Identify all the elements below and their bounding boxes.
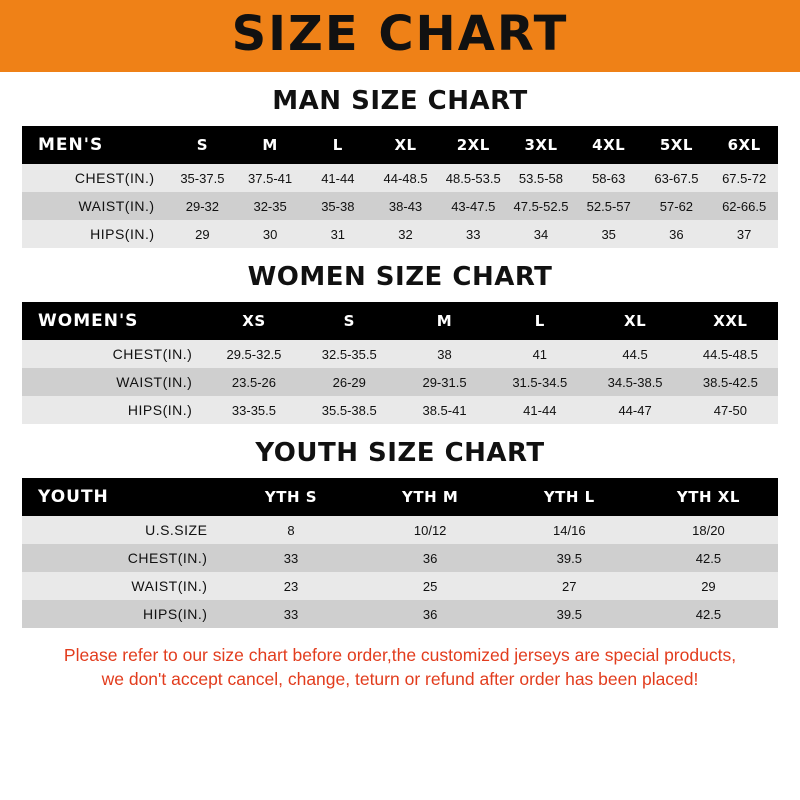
table-header-row xyxy=(22,302,778,340)
youth-row-label-hips: HIPS(IN.) xyxy=(22,600,221,628)
men-hips-s: 29 xyxy=(169,220,237,248)
youth-hips-m: 36 xyxy=(361,600,500,628)
men-chest-6xl: 67.5-72 xyxy=(710,164,778,192)
women-col-l: L xyxy=(492,302,587,340)
youth-section-title: YOUTH SIZE CHART xyxy=(255,438,545,468)
men-col-6xl: 6XL xyxy=(710,126,778,164)
table-row xyxy=(22,192,778,220)
men-hips-l: 31 xyxy=(304,220,372,248)
youth-size-table xyxy=(22,478,778,628)
men-hips-3xl: 34 xyxy=(507,220,575,248)
women-col-s: S xyxy=(302,302,397,340)
men-chest-2xl: 48.5-53.5 xyxy=(439,164,507,192)
women-chest-xxl: 44.5-48.5 xyxy=(683,340,778,368)
table-row xyxy=(22,396,778,424)
men-waist-2xl: 43-47.5 xyxy=(439,192,507,220)
youth-row-label-chest: CHEST(IN.) xyxy=(22,544,221,572)
women-size-section xyxy=(22,262,778,424)
men-section-title: MAN SIZE CHART xyxy=(272,86,528,116)
women-col-xs: XS xyxy=(206,302,301,340)
men-hips-6xl: 37 xyxy=(710,220,778,248)
women-waist-s: 26-29 xyxy=(302,368,397,396)
women-waist-xxl: 38.5-42.5 xyxy=(683,368,778,396)
men-size-table xyxy=(22,126,778,248)
youth-hips-s: 33 xyxy=(221,600,360,628)
header-band xyxy=(0,0,800,72)
women-row-label-waist: WAIST(IN.) xyxy=(22,368,206,396)
men-waist-l: 35-38 xyxy=(304,192,372,220)
youth-row-label-ussize: U.S.SIZE xyxy=(22,516,221,544)
chart-content xyxy=(0,86,800,691)
women-col-m: M xyxy=(397,302,492,340)
youth-ussize-l: 14/16 xyxy=(500,516,639,544)
women-header-label: WOMEN'S xyxy=(22,302,206,340)
youth-col-l: YTH L xyxy=(500,478,639,516)
women-chest-s: 32.5-35.5 xyxy=(302,340,397,368)
men-waist-6xl: 62-66.5 xyxy=(710,192,778,220)
women-hips-l: 41-44 xyxy=(492,396,587,424)
table-row xyxy=(22,572,778,600)
women-row-label-chest: CHEST(IN.) xyxy=(22,340,206,368)
table-row xyxy=(22,368,778,396)
men-chest-5xl: 63-67.5 xyxy=(643,164,711,192)
table-row xyxy=(22,340,778,368)
women-waist-l: 31.5-34.5 xyxy=(492,368,587,396)
women-chest-m: 38 xyxy=(397,340,492,368)
table-header-row xyxy=(22,126,778,164)
men-col-5xl: 5XL xyxy=(643,126,711,164)
men-chest-xl: 44-48.5 xyxy=(372,164,440,192)
table-header-row xyxy=(22,478,778,516)
youth-chest-m: 36 xyxy=(361,544,500,572)
youth-waist-m: 25 xyxy=(361,572,500,600)
table-row xyxy=(22,164,778,192)
women-hips-xs: 33-35.5 xyxy=(206,396,301,424)
men-chest-4xl: 58-63 xyxy=(575,164,643,192)
youth-col-s: YTH S xyxy=(221,478,360,516)
women-hips-xl: 44-47 xyxy=(587,396,682,424)
women-chest-xl: 44.5 xyxy=(587,340,682,368)
table-row xyxy=(22,516,778,544)
men-hips-m: 30 xyxy=(236,220,304,248)
youth-waist-xl: 29 xyxy=(639,572,778,600)
women-row-label-hips: HIPS(IN.) xyxy=(22,396,206,424)
men-row-label-hips: HIPS(IN.) xyxy=(22,220,169,248)
table-row xyxy=(22,600,778,628)
women-col-xl: XL xyxy=(587,302,682,340)
footer-note-line-2: we don't accept cancel, change, teturn or refund after order has been placed! xyxy=(101,668,699,689)
women-hips-m: 38.5-41 xyxy=(397,396,492,424)
table-row xyxy=(22,220,778,248)
women-chest-l: 41 xyxy=(492,340,587,368)
youth-chest-l: 39.5 xyxy=(500,544,639,572)
men-chest-l: 41-44 xyxy=(304,164,372,192)
women-waist-m: 29-31.5 xyxy=(397,368,492,396)
page-title: SIZE CHART xyxy=(231,6,569,62)
men-waist-5xl: 57-62 xyxy=(643,192,711,220)
footer-note xyxy=(22,644,778,691)
youth-ussize-m: 10/12 xyxy=(361,516,500,544)
men-header-label: MEN'S xyxy=(22,126,169,164)
women-hips-xxl: 47-50 xyxy=(683,396,778,424)
men-hips-xl: 32 xyxy=(372,220,440,248)
men-col-m: M xyxy=(236,126,304,164)
men-hips-4xl: 35 xyxy=(575,220,643,248)
men-hips-5xl: 36 xyxy=(643,220,711,248)
youth-header-label: YOUTH xyxy=(22,478,221,516)
women-col-xxl: XXL xyxy=(683,302,778,340)
youth-size-section xyxy=(22,438,778,628)
men-col-4xl: 4XL xyxy=(575,126,643,164)
men-col-xl: XL xyxy=(372,126,440,164)
youth-ussize-s: 8 xyxy=(221,516,360,544)
men-col-2xl: 2XL xyxy=(439,126,507,164)
youth-col-xl: YTH XL xyxy=(639,478,778,516)
men-chest-s: 35-37.5 xyxy=(169,164,237,192)
men-col-s: S xyxy=(169,126,237,164)
men-waist-3xl: 47.5-52.5 xyxy=(507,192,575,220)
men-chest-m: 37.5-41 xyxy=(236,164,304,192)
youth-ussize-xl: 18/20 xyxy=(639,516,778,544)
women-waist-xs: 23.5-26 xyxy=(206,368,301,396)
youth-col-m: YTH M xyxy=(361,478,500,516)
youth-hips-xl: 42.5 xyxy=(639,600,778,628)
men-waist-4xl: 52.5-57 xyxy=(575,192,643,220)
youth-chest-s: 33 xyxy=(221,544,360,572)
men-waist-m: 32-35 xyxy=(236,192,304,220)
men-chest-3xl: 53.5-58 xyxy=(507,164,575,192)
youth-row-label-waist: WAIST(IN.) xyxy=(22,572,221,600)
women-chest-xs: 29.5-32.5 xyxy=(206,340,301,368)
footer-note-line-1: Please refer to our size chart before order,the customized jerseys are special products, xyxy=(63,645,737,665)
women-size-table xyxy=(22,302,778,424)
women-hips-s: 35.5-38.5 xyxy=(302,396,397,424)
men-row-label-waist: WAIST(IN.) xyxy=(22,192,169,220)
men-waist-s: 29-32 xyxy=(169,192,237,220)
men-col-l: L xyxy=(304,126,372,164)
men-hips-2xl: 33 xyxy=(439,220,507,248)
table-row xyxy=(22,544,778,572)
youth-waist-l: 27 xyxy=(500,572,639,600)
youth-hips-l: 39.5 xyxy=(500,600,639,628)
youth-chest-xl: 42.5 xyxy=(639,544,778,572)
youth-waist-s: 23 xyxy=(221,572,360,600)
men-waist-xl: 38-43 xyxy=(372,192,440,220)
men-row-label-chest: CHEST(IN.) xyxy=(22,164,169,192)
women-waist-xl: 34.5-38.5 xyxy=(587,368,682,396)
men-size-section xyxy=(22,86,778,248)
women-section-title: WOMEN SIZE CHART xyxy=(247,262,553,292)
men-col-3xl: 3XL xyxy=(507,126,575,164)
